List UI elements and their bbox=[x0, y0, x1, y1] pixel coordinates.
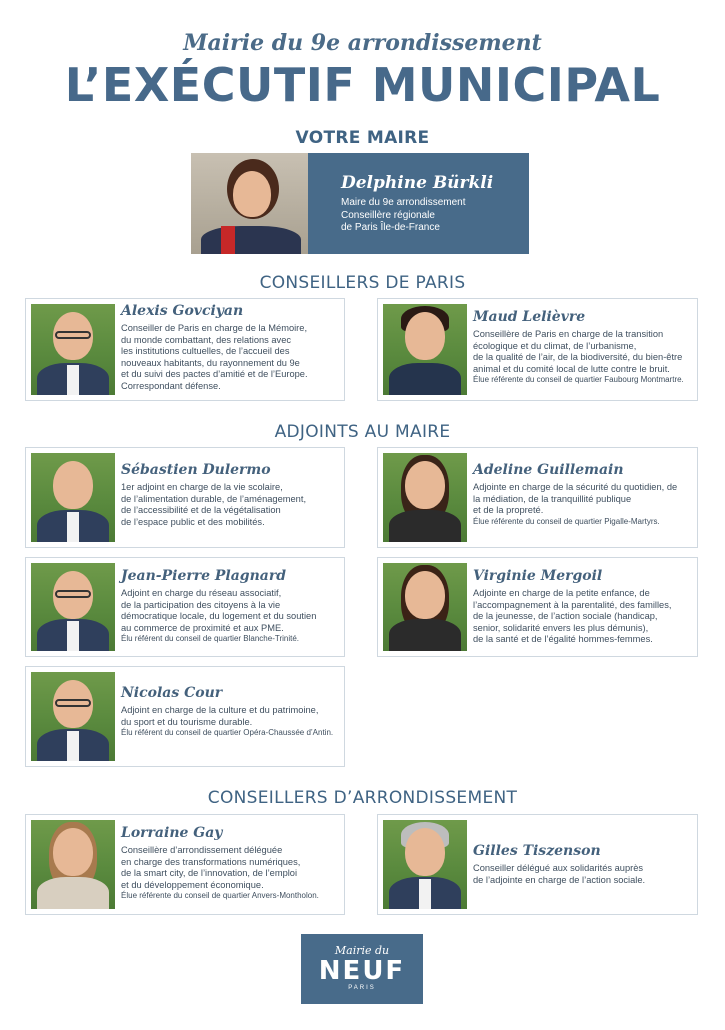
member-note: Élue référente du conseil de quartier Faubourg Montmartre. bbox=[473, 375, 684, 385]
member-name: Virginie Mergoil bbox=[473, 568, 603, 584]
member-description: 1er adjoint en charge de la vie scolaire, de l’alimentation durable, de l’aménagement, de l’accessibilité et de la végétalisation de l’espace public et des mobilités. bbox=[121, 482, 307, 527]
member-name: Alexis Govciyan bbox=[121, 303, 244, 319]
member-name: Jean-Pierre Plagnard bbox=[121, 568, 286, 584]
logo-line3: PARIS bbox=[348, 985, 376, 991]
section-title-adjoints: ADJOINTS AU MAIRE bbox=[274, 422, 451, 442]
section-title-maire: VOTRE MAIRE bbox=[295, 128, 430, 148]
member-card bbox=[25, 666, 345, 767]
logo-line1: Mairie du bbox=[334, 944, 390, 957]
member-description: Adjoint en charge du réseau associatif, de la participation des citoyens à la vie démocratique locale, du logement et du soutien au commerce de proximité et aux PME. bbox=[121, 588, 317, 633]
member-description: Adjoint en charge de la culture et du patrimoine, du sport et du tourisme durable. bbox=[121, 705, 319, 727]
section-title-conseillers-arrondissement: CONSEILLERS D’ARRONDISSEMENT bbox=[207, 788, 518, 808]
member-photo bbox=[31, 820, 115, 909]
member-photo bbox=[31, 563, 115, 651]
maire-description: Maire du 9e arrondissement Conseillère régionale de Paris Île-de-France bbox=[341, 197, 466, 233]
member-card bbox=[25, 298, 345, 401]
member-name: Adeline Guillemain bbox=[473, 462, 624, 478]
member-card bbox=[377, 557, 698, 657]
member-card bbox=[377, 447, 698, 548]
maire-photo bbox=[191, 153, 308, 254]
member-description: Conseillère de Paris en charge de la transition écologique et du climat, de l’urbanisme, de la qualité de l’air, de la biodiversité, du bien-être animal et du comité local de lutte contre le bruit. bbox=[473, 329, 683, 374]
member-name: Maud Lelièvre bbox=[473, 309, 586, 325]
member-description: Conseillère d’arrondissement déléguée en charge des transformations numériques, de la smart city, de l’innovation, de l’emploi et du développement économique. bbox=[121, 845, 301, 890]
mairie-logo bbox=[301, 934, 423, 1004]
member-note: Élue référente du conseil de quartier Anvers-Montholon. bbox=[121, 891, 319, 901]
member-photo bbox=[383, 820, 467, 909]
member-description: Conseiller délégué aux solidarités auprès de l’adjointe en charge de l’action sociale. bbox=[473, 863, 646, 885]
member-photo bbox=[383, 304, 467, 395]
member-card bbox=[377, 814, 698, 915]
maire-card bbox=[191, 153, 529, 254]
member-description: Adjointe en charge de la petite enfance, de l’accompagnement à la parentalité, des familles, de la jeunesse, de l’action sociale (handicap, senior, solidarité envers les plus démunis), de la santé et de l’égalité hommes-femmes. bbox=[473, 588, 672, 645]
member-note: Élue référente du conseil de quartier Pigalle-Martyrs. bbox=[473, 516, 660, 526]
member-card bbox=[25, 557, 345, 657]
member-photo bbox=[383, 453, 467, 542]
member-name: Nicolas Cour bbox=[121, 685, 223, 701]
member-photo bbox=[31, 453, 115, 542]
member-note: Élu référent du conseil de quartier Opéra-Chaussée d’Antin. bbox=[121, 728, 334, 738]
member-name: Gilles Tiszenson bbox=[473, 843, 601, 859]
maire-name: Delphine Bürkli bbox=[341, 173, 494, 193]
member-card bbox=[25, 814, 345, 915]
member-card bbox=[25, 447, 345, 548]
member-description: Adjointe en charge de la sécurité du quotidien, de la médiation, de la tranquillité publique et de la propreté. bbox=[473, 482, 678, 516]
member-photo bbox=[31, 672, 115, 761]
section-title-conseillers-paris: CONSEILLERS DE PARIS bbox=[259, 273, 466, 293]
member-photo bbox=[383, 563, 467, 651]
member-name: Sébastien Dulermo bbox=[121, 462, 271, 478]
logo-line2: NEUF bbox=[318, 956, 406, 986]
member-description: Conseiller de Paris en charge de la Mémoire, du monde combattant, des relations avec les institutions cultuelles, de l’accueil des nouveaux habitants, du rayonnement du 9e et du suivi des pactes d’amitié et de l’Europe. Correspondant défense. bbox=[121, 323, 308, 391]
page-title: L’EXÉCUTIF MUNICIPAL bbox=[64, 58, 661, 112]
member-photo bbox=[31, 304, 115, 395]
member-note: Élu référent du conseil de quartier Blanche-Trinité. bbox=[121, 634, 300, 644]
member-card bbox=[377, 298, 698, 401]
member-name: Lorraine Gay bbox=[121, 825, 223, 841]
page-subtitle: Mairie du 9e arrondissement bbox=[183, 30, 542, 56]
